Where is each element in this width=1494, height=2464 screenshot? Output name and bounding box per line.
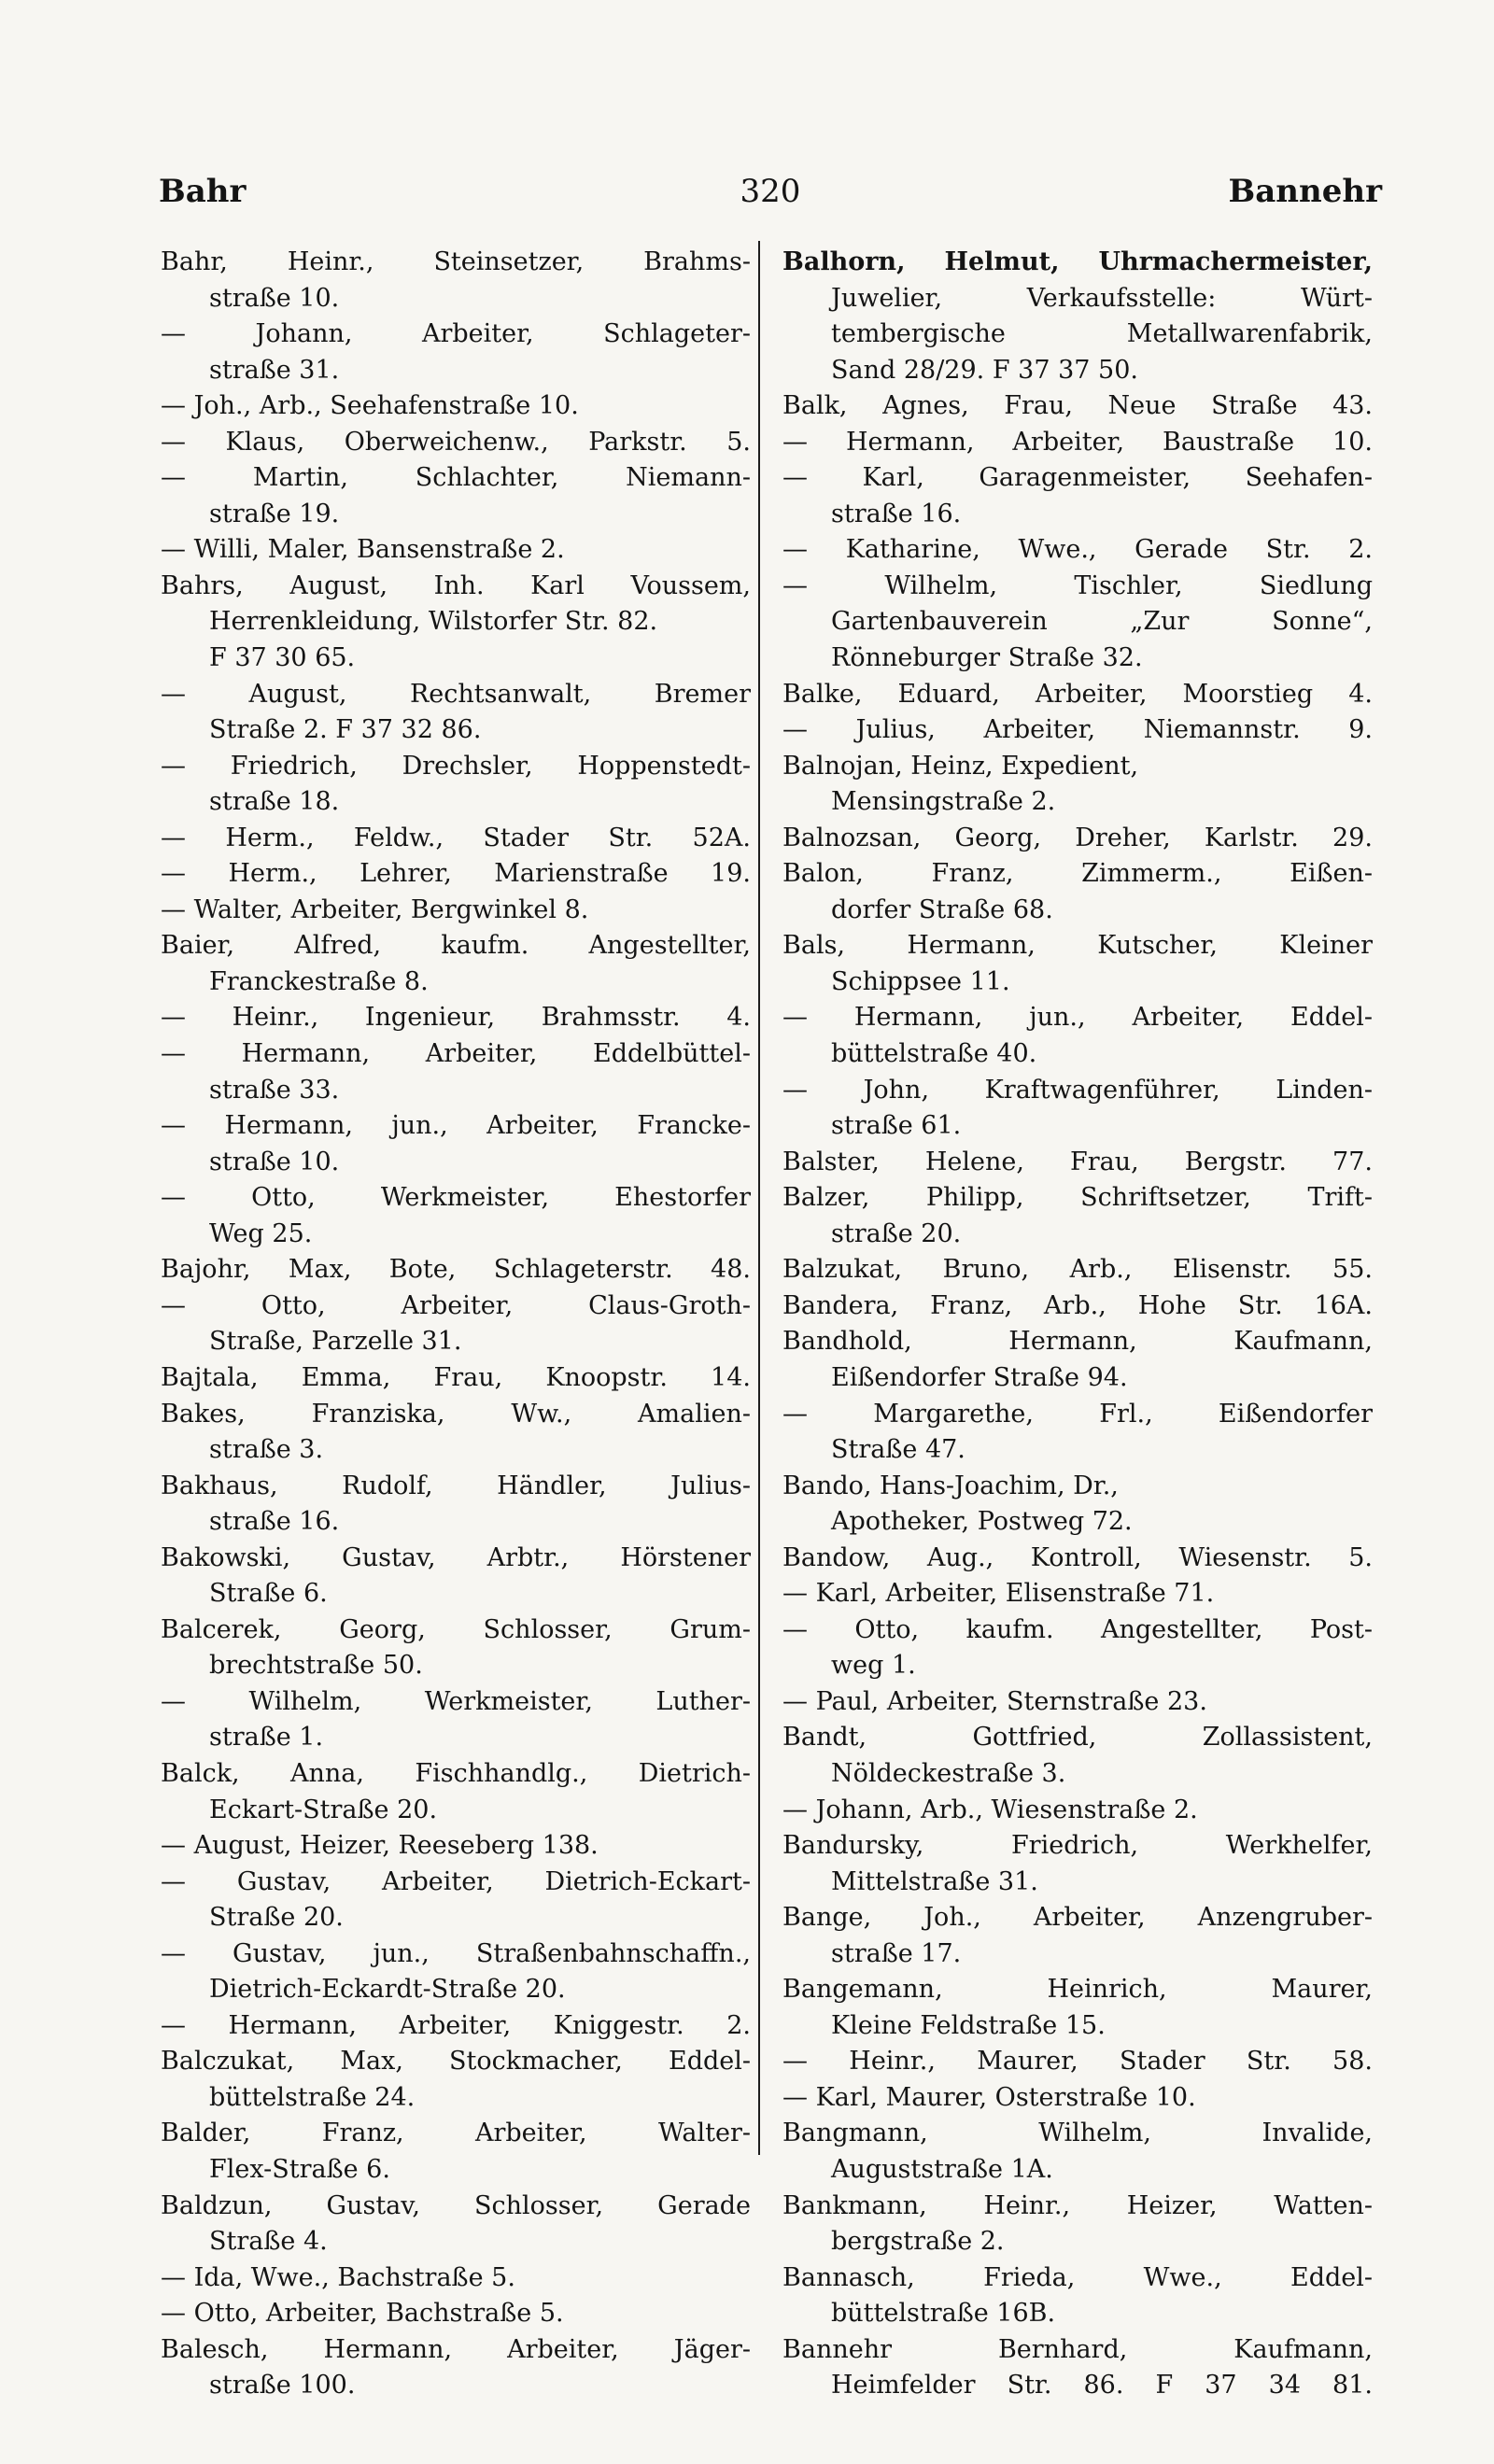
entry-line: — Otto, Arbeiter, Bachstraße 5. [161,2299,564,2329]
entry-continuation-line: Gartenbauverein „Zur Sonne“, [831,607,1373,637]
entry-continuation-line: Eckart-Straße 20. [209,1795,438,1824]
entry-continuation-line: dorfer Straße 68. [831,894,1053,924]
entry-line: Bals, Hermann, Kutscher, Kleiner [782,931,1373,961]
entry-line: Baldzun, Gustav, Schlosser, Gerade [161,2190,751,2220]
entry-line: — Johann, Arbeiter, Schlageter- [161,319,751,349]
entry-continuation-line: Auguststraße 1A. [831,2154,1053,2184]
entry-line: Balhorn, Helmut, Uhrmachermeister, [782,247,1373,276]
entry-line: Bannasch, Frieda, Wwe., Eddel- [782,2262,1373,2292]
entry-continuation-line: Herrenkleidung, Wilstorfer Str. 82. [209,607,658,637]
entry-line: Bangmann, Wilhelm, Invalide, [782,2119,1373,2148]
entry-continuation-line: straße 16. [831,499,962,528]
entry-line: — Hermann, Arbeiter, Baustraße 10. [782,427,1373,457]
entry-continuation-line: straße 19. [209,499,340,528]
entry-line: — Heinr., Ingenieur, Brahmsstr. 4. [161,1003,751,1033]
entry-line: — Otto, kaufm. Angestellter, Post- [782,1614,1373,1644]
entry-line: Bandursky, Friedrich, Werkhelfer, [782,1831,1373,1861]
entry-continuation-line: Straße 6. [209,1579,328,1609]
entry-line: — Karl, Arbeiter, Elisenstraße 71. [782,1579,1215,1609]
entry-continuation-line: Franckestraße 8. [209,966,429,996]
entry-line: — Wilhelm, Werkmeister, Luther- [161,1686,751,1716]
entry-line: Baier, Alfred, kaufm. Angestellter, [161,931,751,961]
entry-continuation-line: brechtstraße 50. [209,1651,423,1681]
entry-line: — Willi, Maler, Bansenstraße 2. [161,535,565,565]
entry-line: Bajtala, Emma, Frau, Knoopstr. 14. [161,1362,751,1392]
entry-line: — Johann, Arb., Wiesenstraße 2. [782,1795,1198,1824]
entry-continuation-line: Schippsee 11. [831,966,1010,996]
entry-continuation-line: Eißendorfer Straße 94. [831,1362,1128,1392]
right-column [782,245,1373,2404]
entry-continuation-line: Heimfelder Str. 86. F 37 34 81. [831,2371,1373,2401]
entry-continuation-line: büttelstraße 24. [209,2082,416,2112]
entry-line: Balke, Eduard, Arbeiter, Moorstieg 4. [782,679,1373,709]
entry-line: — Joh., Arb., Seehafenstraße 10. [161,391,579,421]
entry-line: — Herm., Feldw., Stader Str. 52A. [161,823,751,852]
entry-line: — Hermann, jun., Arbeiter, Francke- [161,1111,751,1141]
left-column [161,245,751,2404]
entry-line: Balon, Franz, Zimmerm., Eißen- [782,859,1373,889]
entry-line: Bandt, Gottfried, Zollassistent, [782,1723,1373,1753]
column-divider [758,241,760,2155]
entry-line: Balnozsan, Georg, Dreher, Karlstr. 29. [782,823,1373,852]
entry-continuation-line: Juwelier, Verkaufsstelle: Würt- [831,283,1373,313]
entry-continuation-line: F 37 30 65. [209,643,356,673]
page-header [159,173,1382,219]
entry-continuation-line: Kleine Feldstraße 15. [831,2010,1106,2040]
entry-line: Balczukat, Max, Stockmacher, Eddel- [161,2047,751,2077]
entry-continuation-line: straße 1. [209,1723,324,1753]
entry-line: Balcerek, Georg, Schlosser, Grum- [161,1614,751,1644]
entry-line: — August, Heizer, Reeseberg 138. [161,1831,599,1861]
entry-continuation-line: Straße 47. [831,1435,965,1465]
entry-line: — Walter, Arbeiter, Bergwinkel 8. [161,894,589,924]
entry-continuation-line: straße 61. [831,1111,962,1141]
entry-line: Bakes, Franziska, Ww., Amalien- [161,1399,751,1429]
entry-line: — Herm., Lehrer, Marienstraße 19. [161,859,751,889]
entry-continuation-line: bergstraße 2. [831,2227,1005,2257]
entry-continuation-line: straße 3. [209,1435,324,1465]
entry-line: — Friedrich, Drechsler, Hoppenstedt- [161,751,751,781]
entry-continuation-line: Mittelstraße 31. [831,1866,1038,1896]
entry-continuation-line: Mensingstraße 2. [831,787,1056,817]
entry-line: — Hermann, jun., Arbeiter, Eddel- [782,1003,1373,1033]
entry-line: Balster, Helene, Frau, Bergstr. 77. [782,1147,1373,1176]
entry-continuation-line: Rönneburger Straße 32. [831,643,1143,673]
entry-line: Bando, Hans-Joachim, Dr., [782,1471,1119,1500]
entry-line: — Klaus, Oberweichenw., Parkstr. 5. [161,427,751,457]
entry-line: — Karl, Garagenmeister, Seehafen- [782,463,1373,493]
entry-continuation-line: straße 20. [831,1218,962,1248]
entry-line: Bankmann, Heinr., Heizer, Watten- [782,2190,1373,2220]
entry-continuation-line: Straße, Parzelle 31. [209,1327,462,1357]
entry-line: — Paul, Arbeiter, Sternstraße 23. [782,1686,1207,1716]
entry-line: Balzer, Philipp, Schriftsetzer, Trift- [782,1183,1373,1213]
entry-line: Balnojan, Heinz, Expedient, [782,751,1139,781]
entry-line: — Gustav, jun., Straßenbahnschaffn., [161,1938,751,1968]
entry-line: Balder, Franz, Arbeiter, Walter- [161,2119,751,2148]
entry-line: Bangemann, Heinrich, Maurer, [782,1975,1373,2005]
entry-line: Bakhaus, Rudolf, Händler, Julius- [161,1471,751,1500]
entry-line: Balck, Anna, Fischhandlg., Dietrich- [161,1758,751,1788]
entry-continuation-line: tembergische Metallwarenfabrik, [831,319,1373,349]
entry-line: Balzukat, Bruno, Arb., Elisenstr. 55. [782,1255,1373,1285]
entry-continuation-line: Flex-Straße 6. [209,2154,390,2184]
entry-continuation-line: Dietrich-Eckardt-Straße 20. [209,1975,566,2005]
entry-line: — Margarethe, Frl., Eißendorfer [782,1399,1373,1429]
entry-line: — Ida, Wwe., Bachstraße 5. [161,2262,515,2292]
entry-line: — Wilhelm, Tischler, Siedlung [782,570,1373,600]
page-number: 320 [740,173,801,210]
entry-line: — August, Rechtsanwalt, Bremer [161,679,751,709]
entry-line: Bandhold, Hermann, Kaufmann, [782,1327,1373,1357]
entry-line: Bange, Joh., Arbeiter, Anzengruber- [782,1903,1373,1933]
entry-continuation-line: weg 1. [831,1651,916,1681]
entry-line: Balk, Agnes, Frau, Neue Straße 43. [782,391,1373,421]
entry-line: — Otto, Werkmeister, Ehestorfer [161,1183,751,1213]
entry-line: — Karl, Maurer, Osterstraße 10. [782,2082,1196,2112]
entry-continuation-line: Straße 4. [209,2227,328,2257]
running-head-left: Bahr [159,173,247,210]
entry-continuation-line: straße 18. [209,787,340,817]
running-head-right: Bannehr [1228,173,1382,210]
entry-continuation-line: Apotheker, Postweg 72. [831,1507,1133,1537]
entry-continuation-line: straße 100. [209,2371,356,2401]
entry-continuation-line: straße 10. [209,1147,340,1176]
entry-line: — Julius, Arbeiter, Niemannstr. 9. [782,715,1373,745]
entry-line: Bahr, Heinr., Steinsetzer, Brahms- [161,247,751,276]
entry-line: — Heinr., Maurer, Stader Str. 58. [782,2047,1373,2077]
entry-continuation-line: Weg 25. [209,1218,313,1248]
entry-line: — John, Kraftwagenführer, Linden- [782,1075,1373,1105]
entry-line: — Otto, Arbeiter, Claus-Groth- [161,1290,751,1320]
entry-continuation-line: Straße 20. [209,1903,344,1933]
entry-continuation-line: Nöldeckestraße 3. [831,1758,1066,1788]
entry-continuation-line: büttelstraße 16B. [831,2299,1056,2329]
entry-line: Bakowski, Gustav, Arbtr., Hörstener [161,1542,751,1572]
entry-line: Bandera, Franz, Arb., Hohe Str. 16A. [782,1290,1373,1320]
entry-continuation-line: Straße 2. F 37 32 86. [209,715,482,745]
entry-line: — Hermann, Arbeiter, Kniggestr. 2. [161,2010,751,2040]
entry-continuation-line: straße 31. [209,355,340,385]
entry-continuation-line: straße 33. [209,1075,340,1105]
entry-line: Bannehr Bernhard, Kaufmann, [782,2334,1373,2364]
entry-line: Bahrs, August, Inh. Karl Voussem, [161,570,751,600]
entry-continuation-line: straße 16. [209,1507,340,1537]
entry-continuation-line: Sand 28/29. F 37 37 50. [831,355,1138,385]
entry-continuation-line: straße 10. [209,283,340,313]
entry-line: — Gustav, Arbeiter, Dietrich-Eckart- [161,1866,751,1896]
entry-line: Bajohr, Max, Bote, Schlageterstr. 48. [161,1255,751,1285]
entry-line: — Martin, Schlachter, Niemann- [161,463,751,493]
entry-line: — Katharine, Wwe., Gerade Str. 2. [782,535,1373,565]
entry-continuation-line: büttelstraße 40. [831,1039,1037,1069]
entry-line: Balesch, Hermann, Arbeiter, Jäger- [161,2334,751,2364]
entry-line: — Hermann, Arbeiter, Eddelbüttel- [161,1039,751,1069]
entry-continuation-line: straße 17. [831,1938,962,1968]
entry-line: Bandow, Aug., Kontroll, Wiesenstr. 5. [782,1542,1373,1572]
